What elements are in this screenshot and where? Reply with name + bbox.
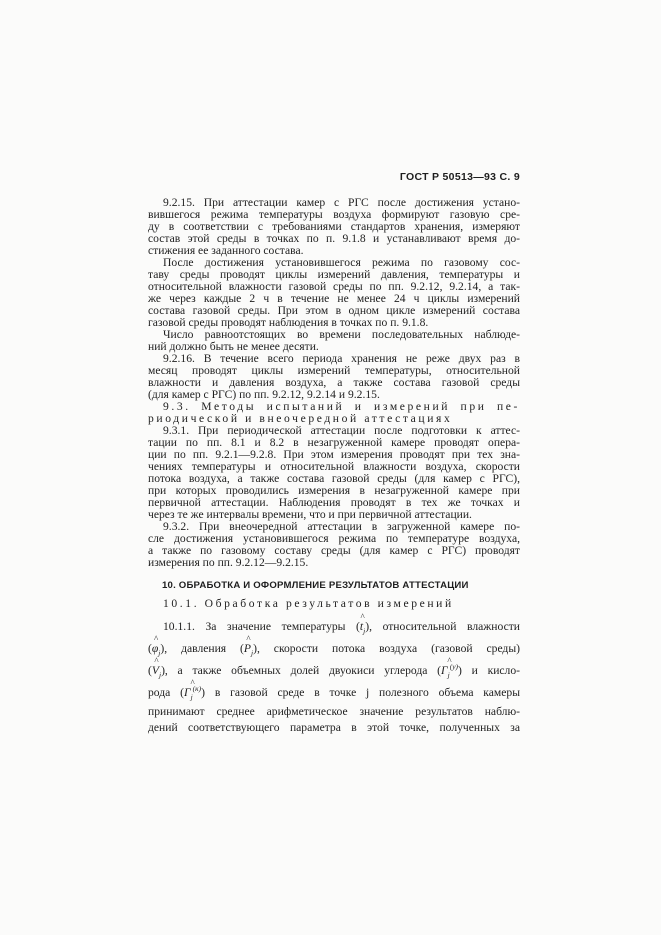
- text-segment: 10.1.1. За значение температуры (: [163, 620, 360, 633]
- text-line: [148, 656, 520, 682]
- text-segment: ), скорости потока воздуха (газовой среды): [253, 642, 520, 655]
- subscript: j: [190, 692, 193, 702]
- subscript: j: [158, 648, 161, 658]
- text-line: [148, 612, 520, 638]
- subsection-10-1: [148, 596, 520, 612]
- text-segment: ) и кисло-: [458, 664, 520, 677]
- text-line: [148, 720, 520, 736]
- text-line: чениях температуры и относительной влажности воздуха, скорости: [148, 460, 520, 473]
- text-segment: ) в газовой среде в точке j полезного объема камеры: [201, 686, 520, 699]
- symbol: V: [151, 664, 159, 677]
- text-line: 9.3.2. При внеочередной аттестации в загруженной камере по-: [163, 520, 520, 533]
- text-line: 9.3. Методы испытаний и измерений при пе-: [163, 400, 520, 413]
- text-segment: ), а также объемных долей двуокиси углерода (: [161, 664, 441, 677]
- hat-accent-icon: ^: [154, 656, 159, 666]
- text-line: вившегося режима температуры воздуха формируют газовую сре-: [148, 208, 520, 221]
- subscript: j: [251, 648, 254, 658]
- formula-symbol: [183, 678, 202, 702]
- text-line: сле достижения установившегося режима по температуре воздуха,: [148, 532, 520, 545]
- superscript: (к): [192, 684, 202, 694]
- paragraph-10-1-1: [148, 612, 520, 736]
- text-line: состава газовой среды. При этом в одном цикле измерений состава: [148, 304, 520, 317]
- formula-symbol: [151, 656, 162, 680]
- text-line: измерения по пп. 9.2.12—9.2.15.: [148, 556, 309, 569]
- symbol: Г: [441, 664, 448, 677]
- text-line: ний должно быть не менее десяти.: [148, 340, 319, 353]
- text-line: влажности и давления воздуха, а также состава газовой среды: [148, 376, 520, 389]
- text-line: через те же интервалы времени, что и при первичной аттестации.: [148, 508, 472, 521]
- text-line: Число равноотстоящих во времени последовательных наблюде-: [163, 328, 520, 341]
- text-line: потока воздуха, а также состава газовой среды (для камер с РГС),: [148, 472, 520, 485]
- text-line: После достижения установившегося режима по газовому сос-: [163, 256, 520, 269]
- text-line: 9.3.1. При периодической аттестации после подготовки к аттес-: [163, 424, 520, 437]
- text-line: риодической и внеочередной аттестациях: [148, 412, 453, 425]
- symbol: P: [243, 642, 252, 655]
- hat-accent-icon: ^: [246, 634, 251, 644]
- text-line: [148, 704, 520, 720]
- text-line: (для камер с РГС) по пп. 9.2.12, 9.2.14 и 9.2.15.: [148, 388, 380, 401]
- text-line: 9.2.16. В течение всего периода хранения не реже двух раз в: [163, 352, 520, 365]
- text-line: при которых проводились измерения в незагруженной камере при: [148, 484, 520, 497]
- page-header: ГОСТ Р 50513—93 С. 9: [399, 171, 520, 183]
- formula-symbol: [151, 634, 161, 658]
- hat-accent-icon: ^: [360, 612, 365, 622]
- formula-symbol: [243, 634, 254, 658]
- text-line: относительной влажности газовой среды по пп. 9.2.12, 9.2.14, а так-: [148, 280, 520, 293]
- formula-symbol: [359, 612, 366, 636]
- text-line: [148, 634, 520, 660]
- subscript: j: [363, 626, 366, 636]
- formula-symbol: [441, 656, 459, 680]
- hat-accent-icon: ^: [154, 634, 159, 644]
- text-line: ции по пп. 9.2.1—9.2.8. При этом измерения проводят при тех зна-: [148, 448, 520, 461]
- superscript: (у): [449, 662, 459, 672]
- text-segment: рода (: [148, 686, 184, 699]
- text-line: месяц проводят циклы измерений температуры, относительной: [148, 364, 520, 377]
- text-line: а также по газовому составу среды (для камер с РГС) проводят: [148, 544, 520, 557]
- text-line: первичной аттестации. Наблюдения проводят в тех же точках и: [148, 496, 520, 509]
- text-line: состав этой среды в точках по п. 9.1.8 и устанавливают время до-: [148, 232, 520, 245]
- text-segment: ), относительной влажности: [365, 620, 520, 633]
- symbol: φ: [151, 642, 159, 655]
- body-text: [148, 197, 520, 569]
- text-segment: дений соответствующего параметра в этой точке, полученных за: [148, 721, 520, 734]
- text-line: тации по пп. 8.1 и 8.2 в незагруженной камере проводят опера-: [148, 436, 520, 449]
- hat-accent-icon: ^: [447, 656, 452, 666]
- subsection-heading: 10.1. Обработка результатов измерений: [163, 597, 454, 610]
- text-line: же через каждые 2 ч в течение не менее 24 ч циклы измерений: [148, 292, 520, 305]
- text-line: стижения ее заданного состава.: [148, 244, 304, 257]
- section-heading: 10. ОБРАБОТКА И ОФОРМЛЕНИЕ РЕЗУЛЬТАТОВ АТТЕСТАЦИИ: [162, 580, 469, 591]
- hat-accent-icon: ^: [190, 678, 195, 688]
- text-segment: ), давления (: [160, 642, 244, 655]
- text-segment: принимают среднее арифметическое значение результатов наблю-: [148, 705, 520, 718]
- symbol: Г: [183, 686, 191, 699]
- text-line: газовой среды проводят наблюдения в точках по п. 9.1.8.: [148, 316, 429, 329]
- text-line: [148, 678, 520, 704]
- text-line: таву среды проводят циклы измерений давления, температуры и: [148, 268, 520, 281]
- text-line: ду в соответствии с требованиями стандартов хранения, измеряют: [148, 220, 520, 233]
- symbol: t: [359, 620, 364, 633]
- text-line: 9.2.15. При аттестации камер с РГС после достижения устано-: [163, 196, 520, 209]
- subscript: j: [158, 670, 162, 680]
- text-segment: (: [148, 642, 152, 655]
- text-segment: (: [148, 664, 152, 677]
- subscript: j: [447, 670, 450, 680]
